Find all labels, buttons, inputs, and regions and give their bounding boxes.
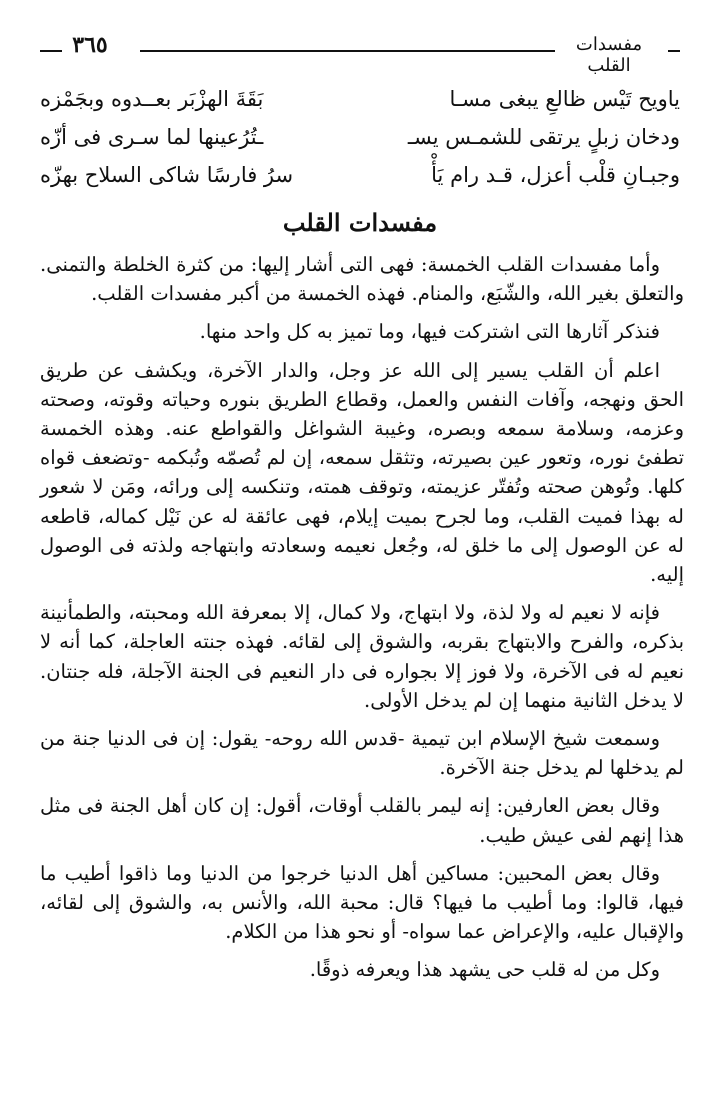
paragraph: وسمعت شيخ الإسلام ابن تيمية -قدس الله روحه- يقول: إن فى الدنيا جنة من لم يدخلها لم يدخل جنة الآخرة. [40, 727, 684, 780]
section-heading: مفسدات القلب [282, 208, 438, 237]
paragraph: وقال بعض العارفين: إنه ليمر بالقلب أوقات، أقول: إن كان أهل الجنة فى مثل هذا إنهم لفى عيش طيب. [40, 794, 684, 847]
page-number: ٣٦٥ [72, 32, 108, 58]
paragraph: وقال بعض المحبين: مساكين أهل الدنيا خرجوا من الدنيا وما ذاقوا أطيب ما فيها، قالوا: وما أطيب ما فيها؟ قال: محبة الله، والأنس به، والشوق إلى لقائه، والإقبال عليه، والإعراض عما سواه- أو نحو هذا من الكلام. [40, 861, 684, 944]
verse-first-hemistich: ودخان زبلٍ يرتقى للشمـس يسـ [407, 125, 680, 149]
verse-line [40, 156, 680, 194]
paragraph: اعلم أن القلب يسير إلى الله عز وجل، والدار الآخرة، ويكشف عن طريق الحق ونهجه، وآفات النفس والعمل، وقطاع الطريق بنوره وحياته وقوته، وصحته وعزمه، وسلامة سمعه وبصره، وغيبة الشواغل والقواطع عنه. وهذه الخمسة تطفئ نوره، وتعور عين بصيرته، وتثقل سمعه، إن لم تُصمّه وتُبكمه -وتضعف قواه كلها. وتُوهن صحته وتُفتّر عزيمته، وتوقف همته، وتنكسه إلى ورائه، ومَن لا شعور له بهذا فميت القلب، وما لجرح بميت إيلام، فهى عائقة له عن نَيْل كماله، قاطعه له عن الوصول إلى ما خلق له، وجُعل نعيمه وسعادته وابتهاجه ولذته فى الوصول إليه. [40, 358, 684, 587]
verse-line [40, 118, 680, 156]
header-rule [140, 50, 555, 52]
paragraph: فنذكر آثارها التى اشتركت فيها، وما تميز به كل واحد منها. [199, 320, 660, 344]
page-header [40, 30, 680, 76]
verse-line [40, 80, 680, 118]
poem-verses [40, 80, 680, 194]
verse-first-hemistich: ياويح تَيْس ظالعِ يبغى مسـا [449, 87, 680, 111]
paragraph: وأما مفسدات القلب الخمسة: فهى التى أشار إليها: من كثرة الخلطة والتمنى. والتعلق بغير الله، والشّبَع، والمنام. فهذه الخمسة من أكبر مفسدات القلب. [40, 253, 684, 306]
verse-first-hemistich: وجبـانِ قلْب أعزل، قـد رام يَأْ [431, 163, 680, 187]
paragraph: فإنه لا نعيم له ولا لذة، ولا ابتهاج، ولا كمال، إلا بمعرفة الله ومحبته، والطمأنينة بذكره، والفرح والابتهاج بقربه، والشوق إلى لقائه. فهذه جنته العاجلة، كما أنه لا نعيم له فى الآخرة، ولا فوز إلا بجواره فى دار النعيم فى الجنة الآجلة، فله جنتان. لا يدخل الثانية منهما إن لم يدخل الأولى. [40, 601, 684, 712]
verse-second-hemistich: سرُ فارسًا شاكى السلاح بهزّه [40, 163, 294, 187]
running-title: مفسدات القلب [575, 34, 643, 76]
body-text [40, 250, 684, 994]
verse-second-hemistich: ـتُرُعينها لما سـرى فى أزّه [40, 125, 264, 149]
verse-second-hemistich: بَقَةَ الهزْبَر بعــدوه وبجَمْزه [40, 87, 264, 111]
paragraph: وكل من له قلب حى يشهد هذا ويعرفه ذوقًا. [309, 958, 660, 982]
header-dash-right [668, 50, 680, 52]
